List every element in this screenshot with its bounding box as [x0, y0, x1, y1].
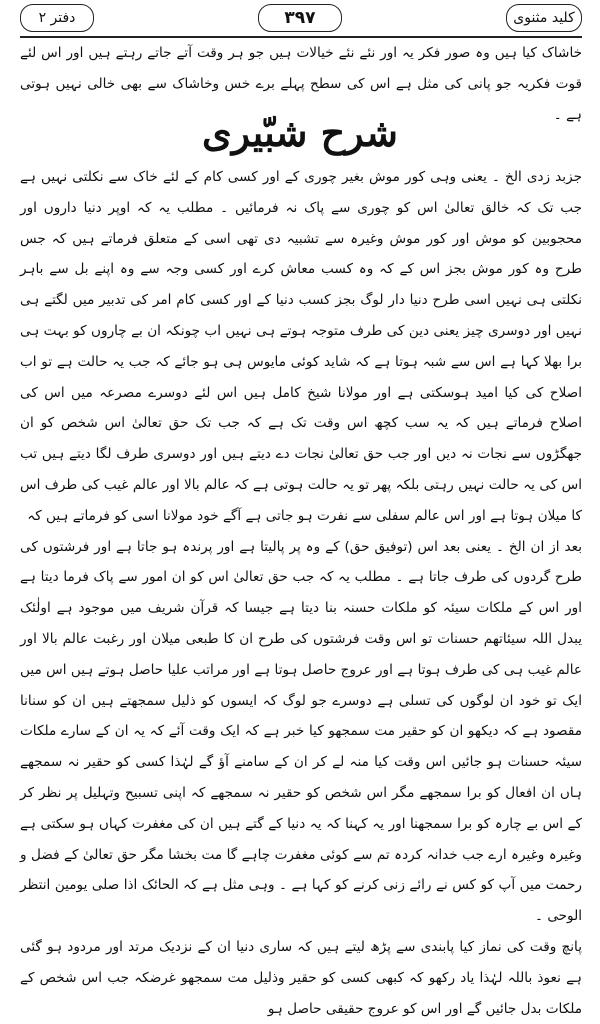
section-title: شرح شبّیری — [201, 110, 399, 155]
paragraph-1: جزبد زدی الخ ۔ یعنی وہی کور موش بغیر چوری کے اور کسی کام کے لئے خاک سے نکلتی نہیں ہے جب تک کہ خالق تعالیٰ اس کو چوری سے پاک نہ فرمائیں ۔ مطلب یہ کہ اوپر دنیا داروں اور محجوبین کو موش اور کور موش وغیرہ سے تشبیہ دی تھی اسی کے متعلق فرماتے ہیں کہ جس طرح وہ کور موش بجز اس کے کہ وہ کسب معاش کرے اور کسی وجہ سے وہ اپنے بل سے باہر نکلتی ہی نہیں اسی طرح دنیا دار لوگ بجز کسب دنیا کے اور کسی کام امر کی تدبیر میں لگتے ہی نہیں اور دوسری چیز یعنی دین کی طرف متوجہ ہوتے ہی نہیں اب چونکہ ان بے چاروں کو بہت ہی برا بھلا کہا ہے اس سے شبہ ہوتا ہے کہ شاید کوئی مایوس ہی ہو جائے کہ جب یہ حالت ہے تو اب اصلاح کی کیا امید ہوسکتی ہے اور مولانا شیخ کامل ہیں اس لئے دوسرے مصرعہ میں اس کی اصلاح فرماتے ہیں کہ یہ سب کچھ اس وقت تک ہے کہ جب تک حق تعالیٰ اس شخص کو ان جھگڑوں سے نجات نہ دیں اور جب حق تعالیٰ نجات دے دیتے ہیں اور دوسری طرف لگا دیتے ہیں تب اس کی یہ حالت نہیں رہتی بلکہ پھر تو یہ حالت ہوتی ہے کہ عالم بالا اور عالم غیب کی طرف اس کا میلان ہوتا ہے اور اس عالم سفلی سے نفرت ہو جاتی ہے آگے خود مولانا اسی کو فرماتے ہیں کہ — [20, 169, 582, 524]
commentary-body — [20, 162, 582, 1024]
page-header — [0, 0, 600, 40]
page-number: ۳۹۷ — [258, 4, 342, 32]
book-title: کلید مثنوی — [506, 4, 582, 32]
paragraph-2: بعد از ان الخ ۔ یعنی بعد اس (توفیق حق) کے وہ پر پالیتا ہے اور پرندہ ہو جاتا ہے اور فرشتوں کی طرح گردوں کی طرف جاتا ہے ۔ مطلب یہ کہ جب حق تعالیٰ اس کو ان امور سے پاک فرما دیتا ہے اور اس کے ملکات سیئہ کو ملکات حسنہ بنا دیتا ہے جیسا کہ قرآن شریف میں موجود ہے اولٰئک یبدل اللہ سیئاتھم حسنات تو اس وقت فرشتوں کی طرح ان کا طبعی میلان اور رغبت عالم بالا اور عالم غیب ہی کی طرف ہوتا ہے اور عروج حاصل ہوتا ہے اور مراتب علیا حاصل ہوتے ہیں اس میں ایک تو خود ان لوگوں کی تسلی ہے دوسرے جو لوگ کہ ایسوں کو ذلیل سمجھتے ہیں ان کو سنانا مقصود ہے کہ دیکھو ان کو حقیر مت سمجھو کیا خبر ہے کہ ایک وقت آئے کہ یہ ان کے سارے ملکات سیئہ حسنات ہو جائیں اس وقت کیا منہ لے کر ان کے سامنے آؤ گے لہٰذا کسی کو حقیر نہ سمجھے ہاں ان افعال کو برا سمجھے مگر اس شخص کو حقیر نہ سمجھے کہ اپنی تسبیح وتہلیل پر نظر کر کے اس بے چارہ کو برا سمجھنا اور یہ کہنا کہ یہ دنیا کے گتے ہیں ان کی مغفرت کہاں ہو سکتی ہے وغیرہ وغیرہ ارے جب خدانہ کردہ تم سے کوئی مغفرت چاہے گا مت بخشا مگر حق تعالیٰ کے فضل و رحمت میں آپ کو کس نے رائے زنی کرنے کو کہا ہے ۔ وہی مثل ہے کہ الحائک اذا صلی یومین انتظر الوحی ۔ — [20, 538, 582, 925]
intro-text: خاشاک کیا ہیں وہ صور فکر یہ اور نئے نئے خیالات ہیں جو ہر وقت آتے جاتے رہتے ہیں اور اس لئے قوت فکریہ جو پانی کی مثل ہے اس کی سطح پہلے برے خس وخاشاک سے بھی خالی نہیں ہوتی ہے ۔ — [20, 45, 582, 123]
volume-label: دفتر ۲ — [20, 4, 94, 32]
paragraph-3: پانچ وقت کی نماز کیا پابندی سے پڑھ لیتے ہیں کہ ساری دنیا ان کے نزدیک مرتد اور مردود ہو گئی ہے نعوذ باللہ لہٰذا یاد رکھو کہ کبھی کسی کو حقیر وذلیل مت سمجھو غرضکہ جب اس شخص کے ملکات بدل جائیں گے اور اس کو عروج حقیقی حاصل ہو — [20, 938, 582, 1017]
